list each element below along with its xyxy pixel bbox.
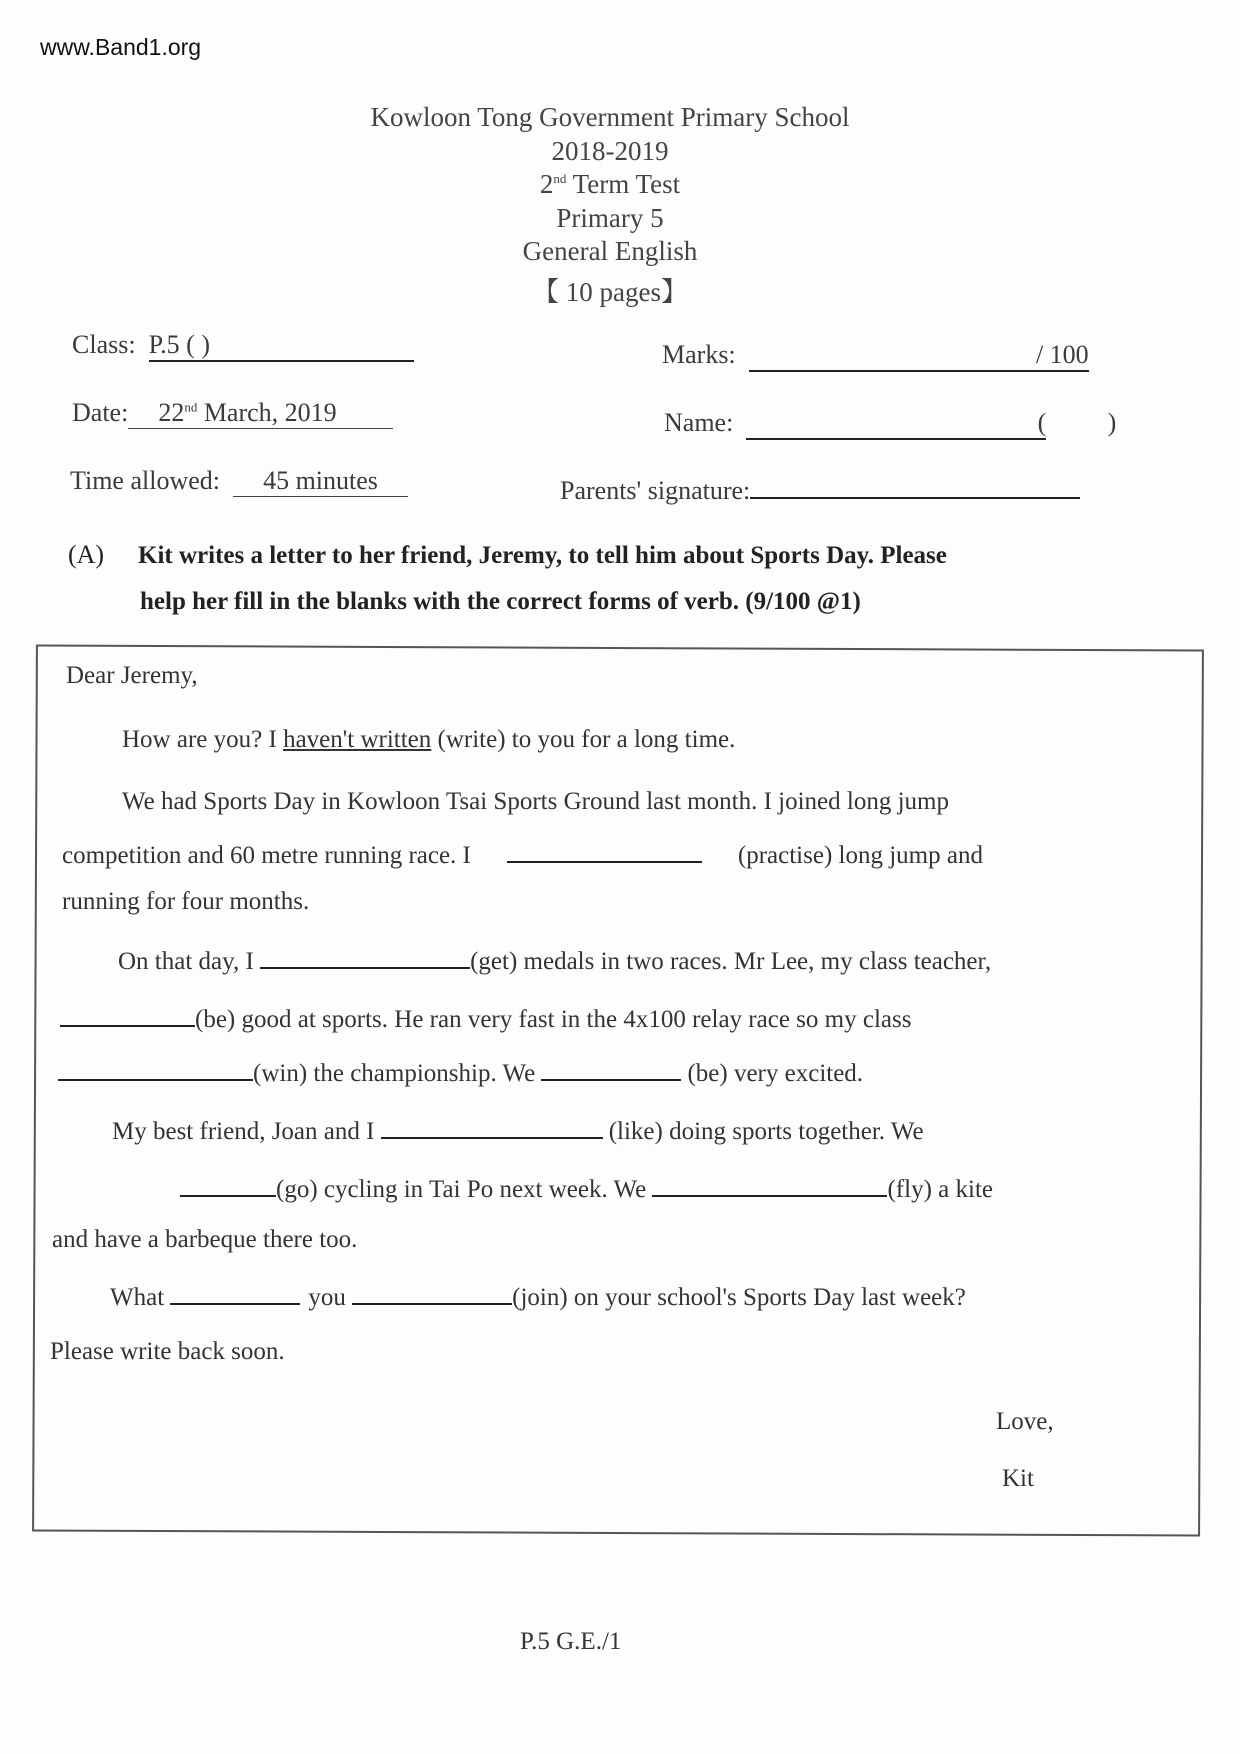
text: competition and 60 metre running race. I [62,842,471,869]
question-line-1: Kit writes a letter to her friend, Jeremy, to tell him about Sports Day. Please [138,542,947,569]
signature-field [560,476,1080,506]
blank-join[interactable] [352,1302,512,1305]
blank-go[interactable] [180,1194,276,1197]
blank-practise[interactable] [507,860,702,863]
text: (write) to you for a long time. [431,726,736,753]
term [0,169,1220,200]
marks-label: Marks: [662,340,736,369]
text: On that day, I [118,948,254,975]
page-count: 【 10 pages】 [532,277,688,307]
name-label: Name: [664,408,734,437]
letter-line [122,726,735,754]
text: you [308,1284,346,1311]
letter-line [112,1118,924,1146]
blank-what[interactable] [170,1302,300,1305]
text: How are you? I [122,726,284,753]
level: Primary 5 [556,203,664,233]
school-name: Kowloon Tong Government Primary School [370,102,850,132]
date-day: 22 [158,398,185,427]
letter-signature: Kit [1002,1465,1034,1492]
date-field [72,398,393,429]
blank-be-1[interactable] [60,1024,195,1027]
example-answer: haven't written [283,726,432,753]
text: (get) medals in two races. Mr Lee, my class teacher, [470,948,992,975]
signature-input[interactable] [750,477,1080,499]
letter-box [32,644,1204,1536]
signature-label: Parents' signature: [560,476,751,505]
text: (like) doing sports together. We [608,1118,924,1145]
letter-line [118,948,991,976]
text: (go) cycling in Tai Po next week. We [276,1176,647,1203]
name-paren-open: ( [1037,408,1047,437]
date-sup: nd [184,399,198,415]
blank-be-2[interactable] [541,1078,681,1081]
letter-line: We had Sports Day in Kowloon Tsai Sports Ground last month. I joined long jump [122,788,949,815]
letter-line: Please write back soon. [50,1338,285,1365]
term-rest: Term Test [566,169,681,199]
text: (be) good at sports. He ran very fast in the 4x100 relay race so my class [195,1006,912,1033]
letter-line: running for four months. [62,888,310,915]
letter-line [62,842,983,870]
question-line-2: help her fill in the blanks with the correct forms of verb. (9/100 @1) [140,588,861,615]
time-label: Time allowed: [70,466,220,495]
text: (join) on your school's Sports Day last week? [512,1284,966,1311]
date-rest: March, 2019 [197,398,337,427]
name-paren-close: ) [1107,408,1117,437]
class-label: Class: [72,330,136,359]
text: (fly) a kite [887,1176,993,1203]
text: (practise) long jump and [737,842,983,869]
time-value: 45 minutes [233,466,408,497]
text: What [110,1284,165,1311]
letter-line [110,1284,966,1312]
term-num: 2 [539,169,554,199]
class-value[interactable]: P.5 ( ) [149,330,414,362]
text: My best friend, Joan and I [112,1118,375,1145]
date-value [128,398,393,429]
letter-closing: Love, [996,1408,1054,1435]
watermark: www.Band1.org [40,34,202,60]
letter-greeting: Dear Jeremy, [66,662,198,689]
blank-fly[interactable] [652,1194,887,1197]
school-year: 2018-2019 [551,136,669,166]
letter-line: and have a barbeque there too. [52,1226,358,1253]
date-label: Date: [72,398,129,427]
term-sup: nd [553,171,567,186]
blank-win[interactable] [58,1078,253,1081]
marks-field [662,340,1089,372]
blank-get[interactable] [260,966,470,969]
text: (win) the championship. We [253,1060,536,1087]
blank-like[interactable] [381,1136,603,1139]
question-number: (A) [68,540,105,569]
time-field [70,466,408,497]
name-input[interactable] [746,408,1046,440]
name-field [664,408,1116,440]
page-footer: P.5 G.E./1 [520,1628,622,1655]
letter-line [58,1060,863,1088]
marks-value[interactable]: / 100 [749,340,1089,372]
letter-line [60,1006,911,1034]
text: (be) very excited. [687,1060,864,1087]
class-field [72,330,414,362]
subject: General English [522,236,698,266]
letter-line [180,1176,993,1204]
